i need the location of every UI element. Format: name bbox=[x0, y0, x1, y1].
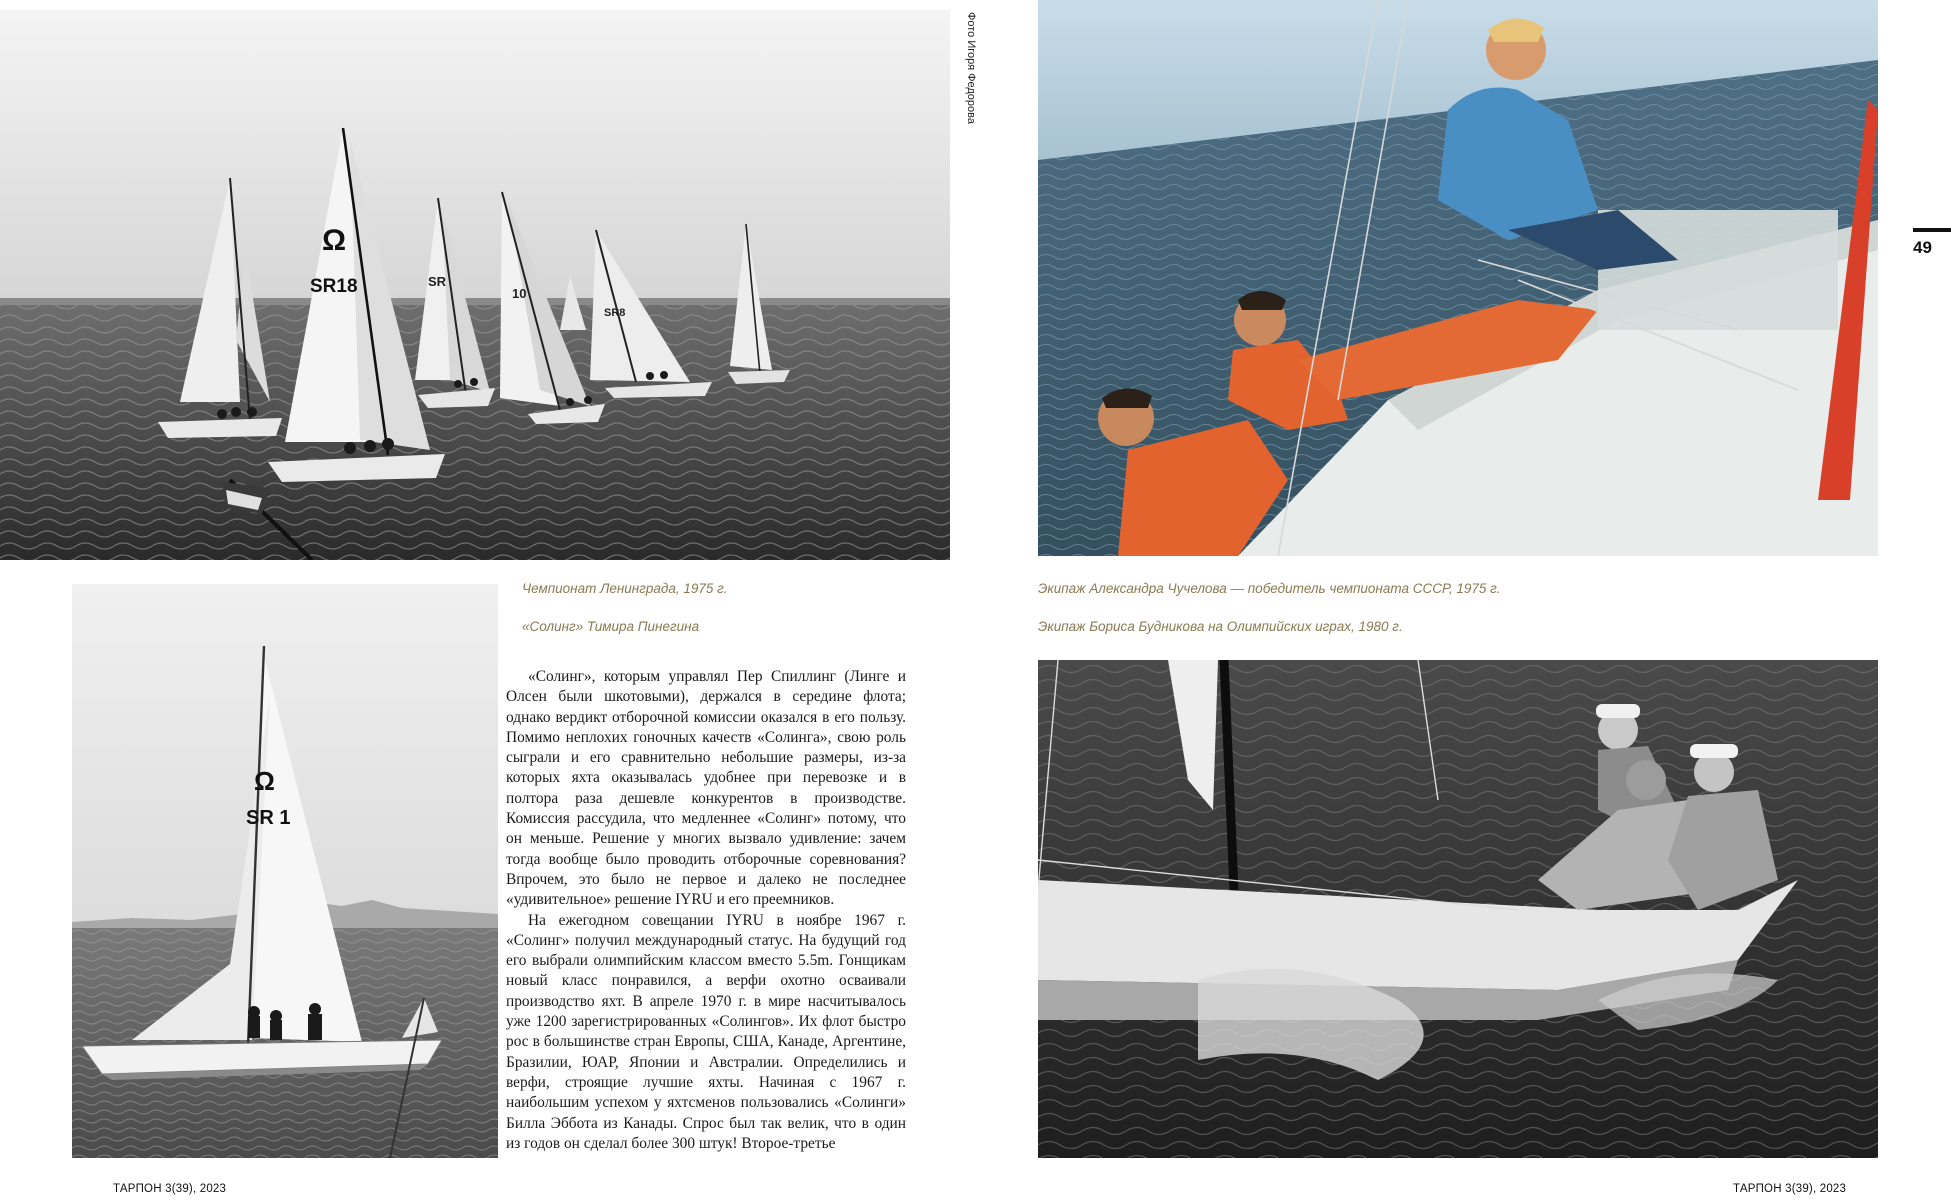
sail-number-sr: SR bbox=[428, 274, 447, 289]
article-paragraph: «Солинг», которым управлял Пер Спиллинг (Линге и Олсен были шкотовыми), держался в середине флота; однако вердикт отборочной комиссии оказался в его пользу. Помимо неплохих гоночных качеств «Солинга», свою роль сыграли и его сравнительно небольшие размеры, из-за которых яхта оказывалась удобнее при перевозке и в полтора раза дешевле конкурентов в производстве. Комиссия рассудила, что медленнее «Солинг» потому, что он меньше. Решение у многих вызвало удивление: зачем тогда вообще было проводить отборочные соревнования? Впрочем, это было не первое и далеко не последнее «удивительное» решение IYRU и его преемников. bbox=[506, 668, 906, 909]
sail-number-10: 10 bbox=[512, 286, 527, 301]
svg-text:Ω: Ω bbox=[322, 224, 347, 257]
caption-chuchelov-crew: Экипаж Александра Чучелова — победитель чемпионата СССР, 1975 г. bbox=[1038, 581, 1501, 596]
page-number-rule-right bbox=[1913, 228, 1951, 232]
article-body bbox=[506, 667, 906, 1157]
photo-pinegin-soling bbox=[72, 584, 498, 1158]
footer-left: ТАРПОН 3(39), 2023 bbox=[113, 1183, 227, 1195]
caption-leningrad-championship: Чемпионат Ленинграда, 1975 г. bbox=[522, 581, 728, 596]
photo-leningrad-fleet bbox=[0, 10, 950, 560]
sail-number-sr18: SR18 bbox=[310, 276, 358, 297]
page-number-right: 49 bbox=[1913, 238, 1932, 257]
sail-number-sr1: SR 1 bbox=[246, 807, 291, 829]
photo-credit: Фото Игоря Федорова bbox=[965, 12, 977, 124]
sail-number-sr8: SR8 bbox=[604, 307, 626, 319]
photo-chuchelov-crew bbox=[1038, 0, 1878, 556]
photo-budnikov-crew bbox=[1038, 660, 1878, 1158]
svg-text:Ω: Ω bbox=[254, 766, 275, 796]
caption-pinegin-soling: «Солинг» Тимира Пинегина bbox=[522, 619, 700, 634]
article-paragraph: На ежегодном совещании IYRU в ноябре 1967 г. «Солинг» получил международный статус. На будущий год его выбрали олимпийским классом вместо 5.5m. Гонщикам новый класс понравился, а верфи охотно осваивали производство яхт. В апреле 1970 г. в мире насчитывалось уже 1200 зарегистрированных «Солингов». Их флот быстро рос в большинстве стран Европы, США, Канаде, Аргентине, Бразилии, ЮАР, Японии и Австралии. Определились и верфи, строящие лучшие яхты. Начиная с 1967 г. наибольшим успехом у яхтсменов пользовались «Солинги» Билла Эббота из Канады. Спрос был так велик, что в один из годов он сделал более 300 штук! Второе-третье bbox=[506, 911, 906, 1152]
footer-right: ТАРПОН 3(39), 2023 bbox=[1733, 1183, 1847, 1195]
caption-budnikov-crew: Экипаж Бориса Будникова на Олимпийских играх, 1980 г. bbox=[1038, 619, 1403, 634]
